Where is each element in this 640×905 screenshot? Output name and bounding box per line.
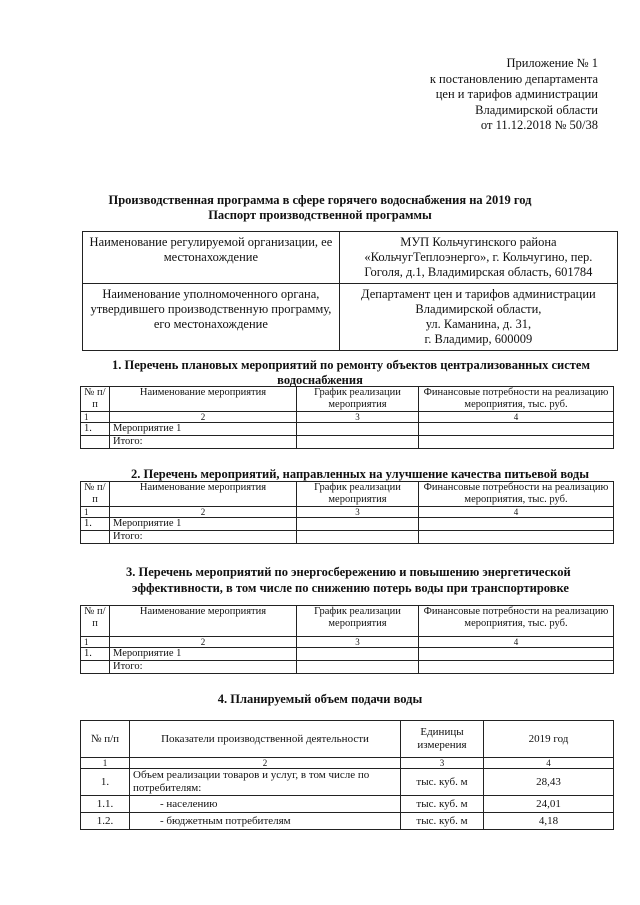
col-number: 1	[81, 758, 130, 769]
section-4-title: 4. Планируемый объем подачи воды	[217, 692, 423, 706]
passport-value-line: МУП Кольчугинского района	[400, 235, 557, 249]
row-num	[81, 661, 110, 674]
section-1-table	[80, 386, 614, 449]
table-row	[83, 232, 618, 284]
col-number: 2	[110, 412, 297, 423]
col-finance-header: Финансовые потребности на реализацию мероприятия, тыс. руб.	[419, 387, 614, 412]
col-number: 3	[297, 637, 419, 648]
annex-line: цен и тарифов администрации	[435, 87, 598, 101]
col-number: 4	[419, 637, 614, 648]
section-3-table	[80, 605, 614, 674]
row-schedule	[297, 423, 419, 436]
section-2-table	[80, 481, 614, 544]
annex-block	[430, 56, 598, 134]
row-value: 24,01	[484, 796, 614, 813]
table-row	[81, 648, 614, 661]
col-num-header: № п/п	[81, 387, 110, 412]
passport-value-line: «КольчугТеплоэнерго», г. Кольчугино, пер.	[364, 250, 593, 264]
col-schedule-header: График реализации мероприятия	[297, 482, 419, 507]
document-title	[0, 193, 640, 223]
section-1-title-line: водоснабжения	[277, 373, 363, 387]
passport-title: Паспорт производственной программы	[208, 208, 432, 222]
col-number: 4	[419, 412, 614, 423]
table-row	[81, 813, 614, 830]
passport-label: Наименование уполномоченного органа, утвердившего производственную программу, его местонахождение	[83, 284, 340, 351]
col-number: 3	[297, 412, 419, 423]
table-row	[81, 423, 614, 436]
table-total-row	[81, 661, 614, 674]
annex-line: от 11.12.2018 № 50/38	[480, 118, 598, 132]
row-name: Мероприятие 1	[110, 423, 297, 436]
passport-value-line: ул. Каманина, д. 31,	[425, 317, 532, 331]
col-name-header: Наименование мероприятия	[110, 387, 297, 412]
row-finance	[419, 531, 614, 544]
row-finance	[419, 661, 614, 674]
table-header-row	[81, 606, 614, 637]
col-schedule-header: График реализации мероприятия	[297, 387, 419, 412]
row-num: 1.	[81, 769, 130, 796]
col-year-header: 2019 год	[484, 721, 614, 758]
col-number: 4	[484, 758, 614, 769]
program-title: Производственная программа в сфере горячего водоснабжения на 2019 год	[108, 193, 532, 207]
passport-value-line: г. Владимир, 600009	[424, 332, 533, 346]
table-row	[81, 769, 614, 796]
section-2-title: 2. Перечень мероприятий, направленных на улучшение качества питьевой воды	[131, 467, 589, 481]
row-finance	[419, 518, 614, 531]
col-finance-header: Финансовые потребности на реализацию мероприятия, тыс. руб.	[419, 606, 614, 637]
row-schedule	[297, 518, 419, 531]
col-number: 3	[297, 507, 419, 518]
col-number: 4	[419, 507, 614, 518]
col-number: 3	[401, 758, 484, 769]
section-3-title-line: эффективности, в том числе по снижению потерь воды при транспортировке	[132, 581, 569, 595]
row-num	[81, 436, 110, 449]
row-unit: тыс. куб. м	[401, 813, 484, 830]
table-number-row	[81, 637, 614, 648]
passport-value-line: Департамент цен и тарифов администрации	[361, 287, 596, 301]
col-num-header: № п/п	[81, 606, 110, 637]
row-finance	[419, 648, 614, 661]
table-row	[81, 796, 614, 813]
row-indicator: Объем реализации товаров и услуг, в том числе по потребителям:	[130, 769, 401, 796]
col-number: 1	[81, 637, 110, 648]
row-total-label: Итого:	[110, 531, 297, 544]
table-row	[81, 518, 614, 531]
col-num-header: № п/п	[81, 721, 130, 758]
col-unit-header: Единицы измерения	[401, 721, 484, 758]
volume-table	[80, 720, 614, 830]
row-num	[81, 531, 110, 544]
col-number: 1	[81, 507, 110, 518]
row-indicator: - населению	[130, 796, 401, 813]
row-total-label: Итого:	[110, 661, 297, 674]
row-value: 28,43	[484, 769, 614, 796]
row-finance	[419, 423, 614, 436]
table-number-row	[81, 507, 614, 518]
row-num: 1.1.	[81, 796, 130, 813]
table-header-row	[81, 721, 614, 758]
row-schedule	[297, 436, 419, 449]
passport-table	[82, 231, 618, 351]
annex-line: Владимирской области	[475, 102, 598, 117]
row-num: 1.	[81, 518, 110, 531]
table-row	[83, 284, 618, 351]
row-num: 1.	[81, 648, 110, 661]
table-header-row	[81, 482, 614, 507]
col-name-header: Наименование мероприятия	[110, 482, 297, 507]
annex-line: к постановлению департамента	[429, 71, 598, 86]
col-finance-header: Финансовые потребности на реализацию мероприятия, тыс. руб.	[419, 482, 614, 507]
row-num: 1.	[81, 423, 110, 436]
passport-value	[339, 284, 617, 351]
row-num: 1.2.	[81, 813, 130, 830]
row-schedule	[297, 661, 419, 674]
col-schedule-header: График реализации мероприятия	[297, 606, 419, 637]
table-total-row	[81, 531, 614, 544]
passport-value	[339, 232, 617, 284]
col-number: 1	[81, 412, 110, 423]
passport-label: Наименование регулируемой организации, ее местонахождение	[83, 232, 340, 284]
row-schedule	[297, 531, 419, 544]
row-indicator: - бюджетным потребителям	[130, 813, 401, 830]
row-finance	[419, 436, 614, 449]
table-total-row	[81, 436, 614, 449]
annex-line: Приложение № 1	[506, 56, 598, 70]
col-indicator-header: Показатели производственной деятельности	[130, 721, 401, 758]
passport-value-line: Гоголя, д.1, Владимирская область, 601784	[364, 265, 593, 279]
col-number: 2	[130, 758, 401, 769]
col-name-header: Наименование мероприятия	[110, 606, 297, 637]
table-number-row	[81, 412, 614, 423]
section-1-title-line: 1. Перечень плановых мероприятий по ремонту объектов централизованных систем	[112, 358, 590, 372]
passport-value-line: Владимирской области,	[415, 302, 542, 316]
col-number: 2	[110, 507, 297, 518]
row-unit: тыс. куб. м	[401, 769, 484, 796]
col-num-header: № п/п	[81, 482, 110, 507]
row-name: Мероприятие 1	[110, 518, 297, 531]
row-value: 4,18	[484, 813, 614, 830]
table-header-row	[81, 387, 614, 412]
col-number: 2	[110, 637, 297, 648]
row-schedule	[297, 648, 419, 661]
row-unit: тыс. куб. м	[401, 796, 484, 813]
row-name: Мероприятие 1	[110, 648, 297, 661]
table-number-row	[81, 758, 614, 769]
section-3-title-line: 3. Перечень мероприятий по энергосбережению и повышению энергетической	[126, 565, 571, 579]
row-total-label: Итого:	[110, 436, 297, 449]
